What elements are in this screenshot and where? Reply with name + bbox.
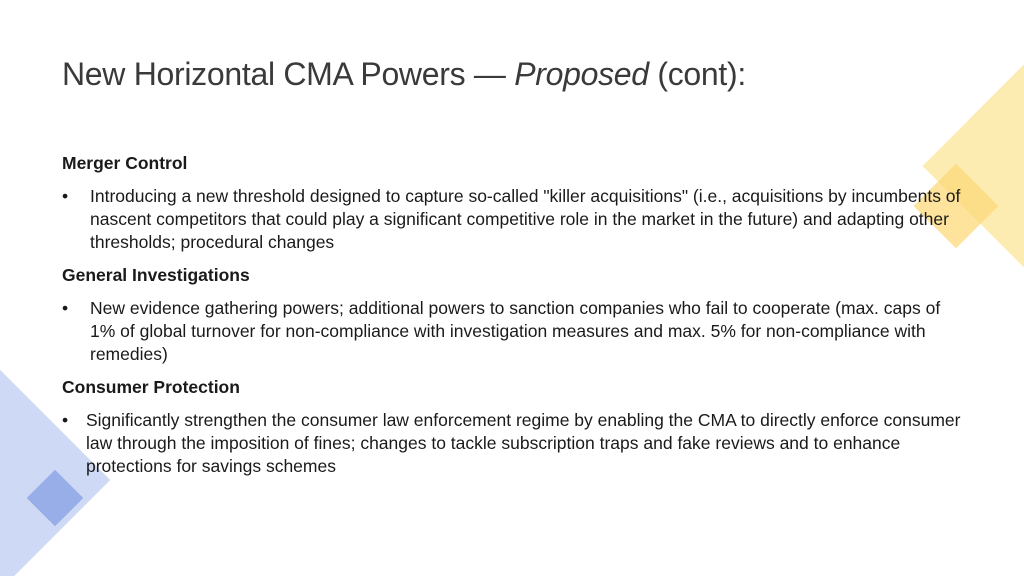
bullet-icon: •: [62, 410, 69, 430]
bullet-icon: •: [62, 298, 69, 318]
title-prefix: New Horizontal CMA Powers —: [62, 56, 515, 92]
title-emphasis: Proposed: [514, 56, 649, 92]
title-suffix: (cont):: [648, 56, 746, 92]
bullet-text: Introducing a new threshold designed to capture so-called "killer acquisitions" (i.e., acquisitions by incumbents of nascent competitors that could play a significant competitive role in the market in the future) and adapting other thresholds; procedural changes: [90, 186, 961, 252]
bullet-text: New evidence gathering powers; additional powers to sanction companies who fail to cooperate (max. caps of 1% of global turnover for non-compliance with investigation measures and max. 5% for non-compliance with remedies): [90, 298, 941, 364]
bullet-text: Significantly strengthen the consumer law enforcement regime by enabling the CMA to directly enforce consumer law through the imposition of fines; changes to tackle subscription traps and fake reviews and to enhance protections for savings schemes: [86, 410, 961, 476]
section-heading-consumer-protection: Consumer Protection: [62, 377, 240, 397]
bullet-item-general-investigations: [62, 297, 967, 366]
slide-title: [62, 52, 746, 96]
bullet-item-merger-control: [62, 185, 967, 254]
slide-body: [62, 152, 967, 488]
section-heading-general-investigations: General Investigations: [62, 265, 250, 285]
bullet-item-consumer-protection: [62, 409, 967, 478]
section-heading-merger-control: Merger Control: [62, 153, 188, 173]
bullet-icon: •: [62, 186, 69, 206]
